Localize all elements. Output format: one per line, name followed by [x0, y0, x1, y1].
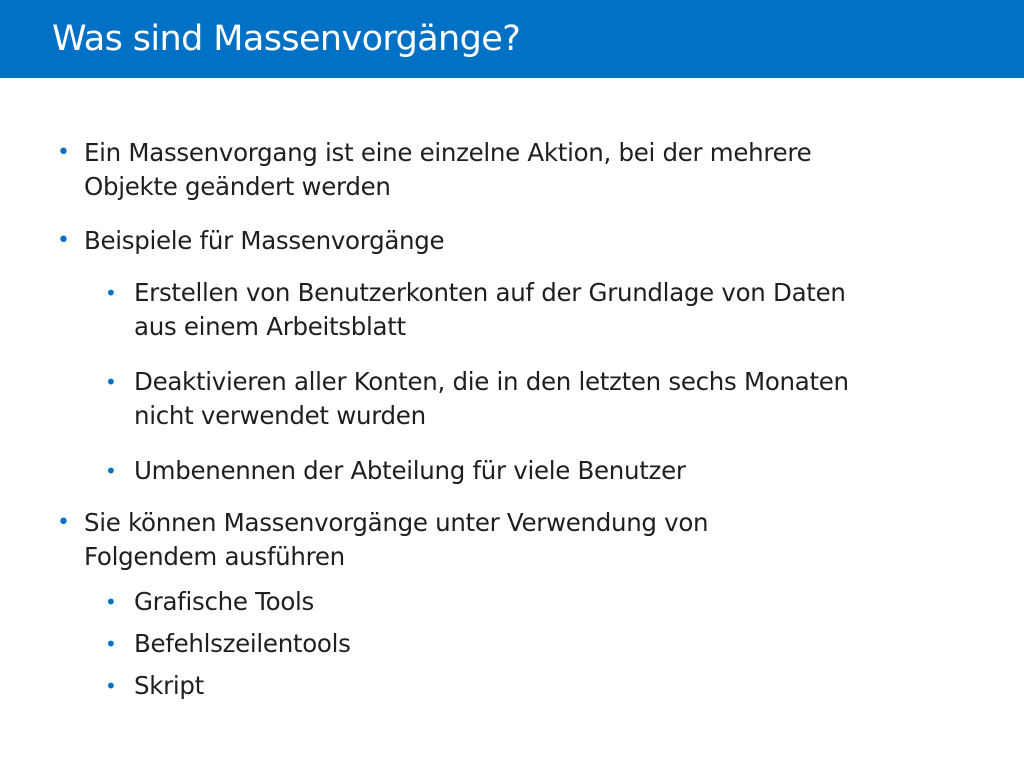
- bullet-text: Erstellen von Benutzerkonten auf der Grundlage von Daten: [134, 278, 846, 307]
- bullet-item: [57, 506, 964, 574]
- bullet-icon: •: [57, 510, 70, 535]
- bullet-icon: •: [105, 459, 117, 483]
- sub-bullet-item: [105, 627, 974, 661]
- bullet-text: Grafische Tools: [134, 587, 314, 616]
- bullet-icon: •: [105, 674, 117, 698]
- bullet-text: Ein Massenvorgang ist eine einzelne Aktion, bei der mehrere: [84, 138, 812, 167]
- slide-title: Was sind Massenvorgänge?: [52, 19, 521, 59]
- bullet-text-continuation: Objekte geändert werden: [84, 172, 391, 201]
- bullet-text: Skript: [134, 671, 204, 700]
- sub-bullet-item: [105, 276, 974, 344]
- bullet-text: Umbenennen der Abteilung für viele Benutzer: [134, 456, 686, 485]
- bullet-text: Deaktivieren aller Konten, die in den letzten sechs Monaten: [134, 367, 849, 396]
- bullet-item: [57, 224, 964, 258]
- bullet-icon: •: [105, 370, 117, 394]
- bullet-icon: •: [105, 281, 117, 305]
- sub-bullet-item: [105, 454, 974, 488]
- bullet-text-continuation: Folgendem ausführen: [84, 542, 345, 571]
- bullet-icon: •: [57, 140, 70, 165]
- bullet-icon: •: [105, 632, 117, 656]
- bullet-item: [57, 136, 964, 204]
- bullet-text: Befehlszeilentools: [134, 629, 351, 658]
- sub-bullet-item: [105, 365, 974, 433]
- bullet-text-continuation: nicht verwendet wurden: [134, 401, 426, 430]
- bullet-text: Sie können Massenvorgänge unter Verwendung von: [84, 508, 709, 537]
- bullet-text: Beispiele für Massenvorgänge: [84, 226, 445, 255]
- sub-bullet-item: [105, 669, 974, 703]
- sub-bullet-item: [105, 585, 974, 619]
- bullet-icon: •: [105, 590, 117, 614]
- bullet-icon: •: [57, 228, 70, 253]
- bullet-text-continuation: aus einem Arbeitsblatt: [134, 312, 406, 341]
